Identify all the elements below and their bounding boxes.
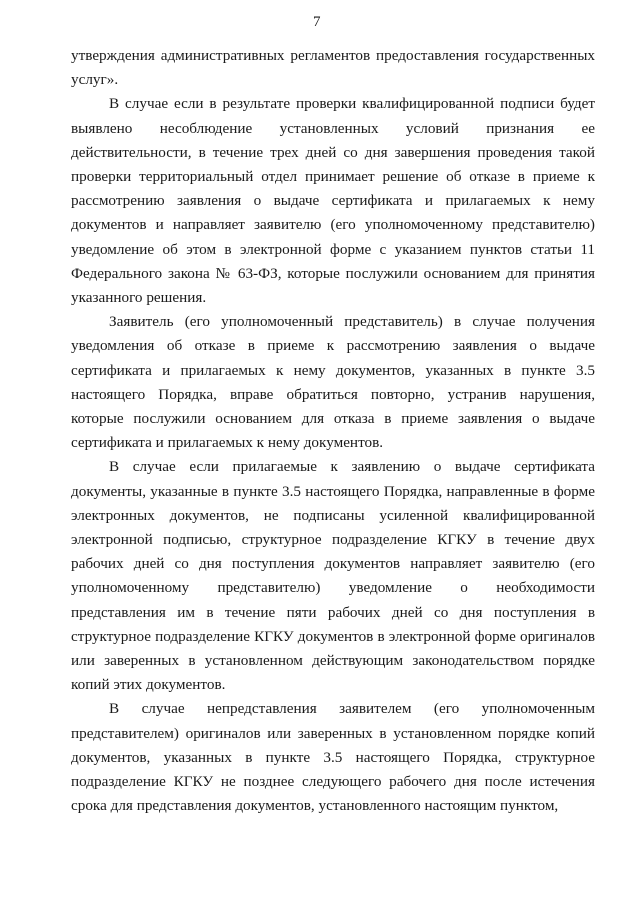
paragraph-signature-verification: В случае если в результате проверки квалифицированной подписи будет выявлено несоблюдение установленных условий признания ее действительности, в течение трех дней со дня завершения проведения такой проверки территориальный отдел принимает решение об отказе в приеме к рассмотрению заявления о выдаче сертификата и прилагаемых к нему документов и направляет заявителю (его уполномоченному представителю) уведомление об этом в электронной форме с указанием пунктов статьи 11 Федерального закона № 63-ФЗ, которые послужили основанием для принятия указанного решения. <box>71 95 595 307</box>
paragraph-unsigned-documents: В случае если прилагаемые к заявлению о выдаче сертификата документы, указанные в пункте 3.5 настоящего Порядка, направленные в форме электронных документов, не подписаны усиленной квалифицированной электронной подписью, структурное подразделение КГКУ в течение двух рабочих дней со дня поступления документов направляет заявителю (его уполномоченному представителю) уведомление о необходимости представления им в течение пяти рабочих дней со дня поступления в структурное подразделение КГКУ документов в электронной форме оригиналов или заверенных в установленном действующим законодательством порядке копий этих документов. <box>71 458 595 694</box>
paragraph-applicant-reapply: Заявитель (его уполномоченный представитель) в случае получения уведомления об отказе в приеме к рассмотрению заявления о выдаче сертификата и прилагаемых к нему документов, указанных в пункте 3.5 настоящего Порядка, вправе обратиться повторно, устранив нарушения, которые послужили основанием для отказа в приеме заявления о выдаче сертификата и прилагаемых к нему документов. <box>71 313 595 452</box>
document-body <box>71 44 595 819</box>
paragraph-1-continuation: утверждения административных регламентов предоставления государственных услуг». <box>71 47 595 89</box>
page-number: 7 <box>313 14 321 30</box>
paragraph-non-submission: В случае непредставления заявителем (его уполномоченным представителем) оригиналов или заверенных в установленном порядке копий документов, указанных в пункте 3.5 настоящего Порядка, структурное подразделение КГКУ не позднее следующего рабочего дня после истечения срока для представления документов, установленного настоящим пунктом, <box>71 700 595 815</box>
